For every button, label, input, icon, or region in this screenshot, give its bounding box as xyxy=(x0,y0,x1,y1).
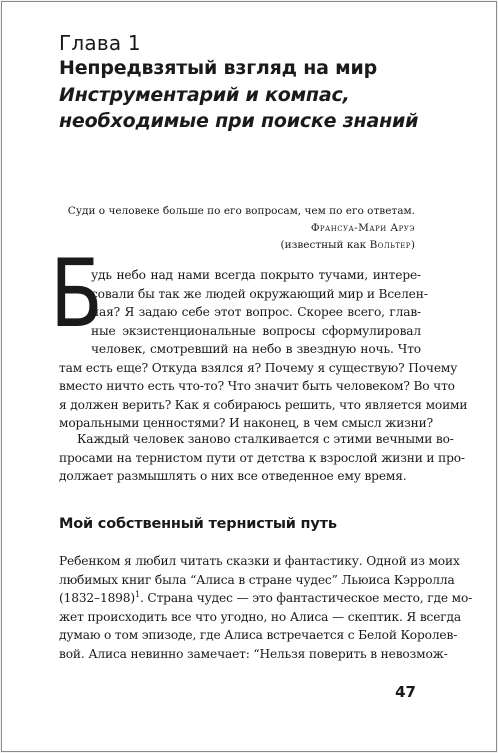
text-fragment: . Страна чудес — это фантастическое место, где мо- xyxy=(139,591,473,605)
paragraph-third xyxy=(59,552,473,663)
epigraph-quote: Суди о человеке больше по его вопросам, чем по его ответам. xyxy=(67,205,415,217)
text-line: ная? Я задаю себе этот вопрос. Скорее всего, глав- xyxy=(91,305,421,319)
text-line: вместо ничто есть что-то? Что значит быть человеком? Во что xyxy=(59,379,455,393)
text-line: Ребенком я любил читать сказки и фантастику. Одной из моих xyxy=(59,554,460,568)
text-fragment: (1832–1898) xyxy=(59,591,135,605)
text-line: думаю о том эпизоде, где Алиса встречается с Белой Королев- xyxy=(59,628,458,642)
book-page xyxy=(1,1,497,752)
paragraph-intro xyxy=(59,266,468,433)
epigraph-alias: (известный как Вольтер) xyxy=(280,239,415,251)
text-line: жет происходить все что угодно, но Алиса — скептик. Я всегда xyxy=(59,609,461,624)
text-line: я должен верить? Как я собираюсь решить, что является моими xyxy=(59,397,468,412)
text-line: там есть еще? Откуда взялся я? Почему я существую? Почему xyxy=(59,360,458,375)
footnote-ref[interactable]: 1 xyxy=(135,589,140,599)
paragraph-second xyxy=(59,430,465,486)
text-line: просами на тернистом пути от детства к взрослой жизни и про- xyxy=(59,450,465,465)
section-heading: Мой собственный тернистый путь xyxy=(59,516,337,532)
text-line: вой. Алиса невинно замечает: “Нельзя поверить в невозмож- xyxy=(59,646,448,661)
text-line: моральными ценностями? И наконец, в чем смысл жизни? xyxy=(59,416,433,430)
text-line: Каждый человек заново сталкивается с этими вечными во- xyxy=(77,432,454,446)
text-line: совали бы так же людей окружающий мир и Вселен- xyxy=(91,286,428,301)
drop-cap: Б xyxy=(50,240,103,349)
chapter-label: Глава 1 xyxy=(59,31,141,55)
text-line: человек, смотревший на небо в звездную ночь. Что xyxy=(91,342,421,356)
epigraph-author: Франсуа-Мари Аруэ xyxy=(310,222,415,234)
text-line: должает размышлять о них все отведенное ему время. xyxy=(59,469,407,483)
text-line xyxy=(59,589,473,608)
text-line: любимых книг была “Алиса в стране чудес” Льюиса Кэрролла xyxy=(59,572,455,587)
text-line: удь небо над нами всегда покрыто тучами, интере- xyxy=(91,268,421,282)
page-number: 47 xyxy=(395,683,416,701)
text-line: ные экзистенциональные вопросы сформулировал xyxy=(91,323,421,338)
epigraph xyxy=(68,203,415,254)
chapter-subtitle: Инструментарий и компас, необходимые при поиске знаний xyxy=(59,84,419,132)
chapter-title: Непредвзятый взгляд на мир xyxy=(59,57,378,79)
